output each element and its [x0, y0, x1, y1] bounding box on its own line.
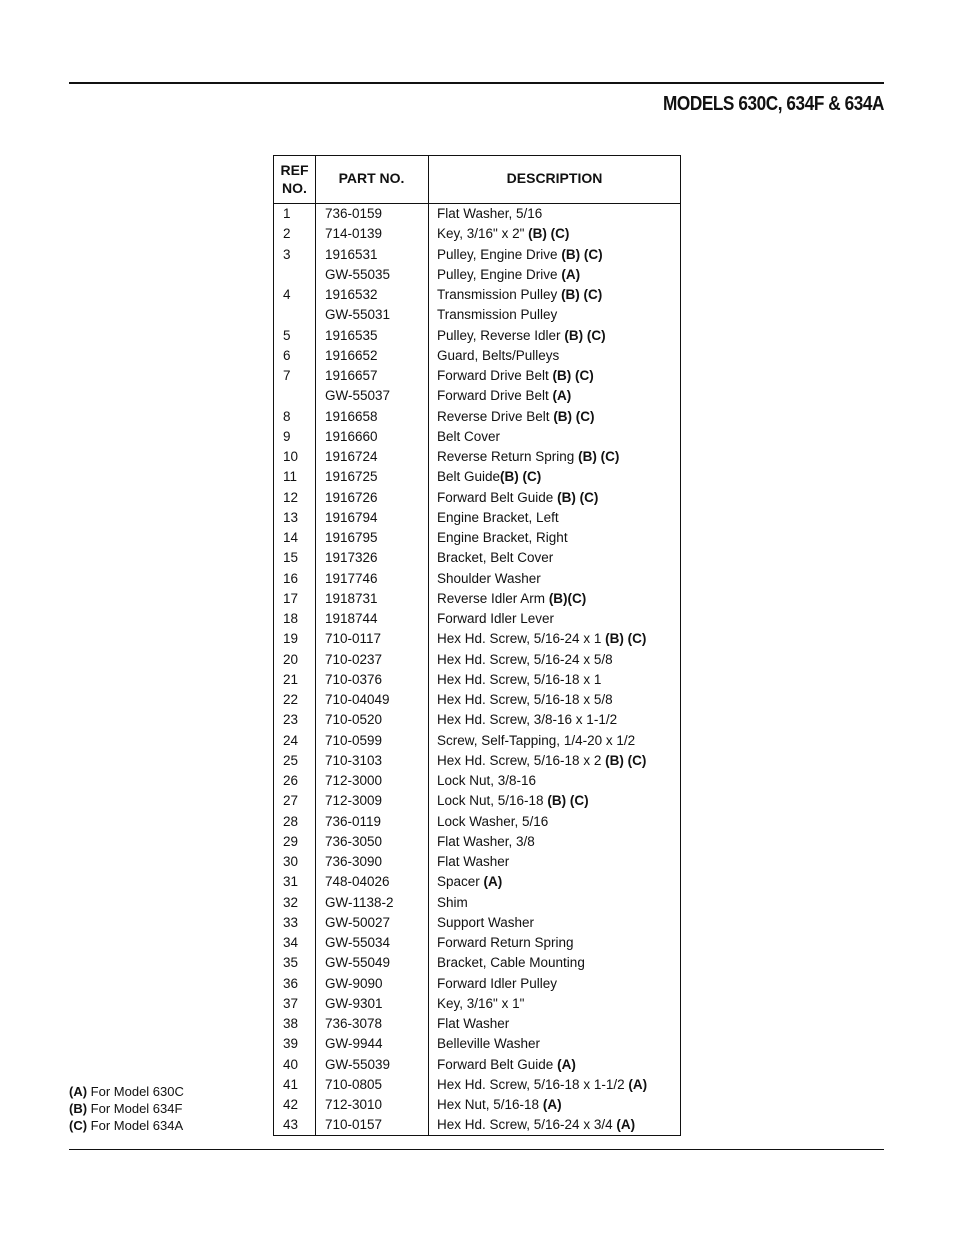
part-description [437, 265, 580, 285]
note-key: (A) [69, 1084, 88, 1099]
description-text: Screw, Self-Tapping, 1/4-20 x 1/2 [437, 732, 636, 748]
part-number: 1916657 [325, 368, 378, 383]
table-row [274, 204, 680, 224]
part-number: GW-9301 [325, 995, 383, 1011]
part-description [437, 974, 557, 994]
description-text: Forward Drive Belt [437, 368, 549, 383]
description-text: Bracket, Cable Mounting [437, 955, 585, 971]
table-row [274, 832, 680, 852]
part-number: 710-0599 [325, 732, 383, 748]
table-row [274, 569, 680, 589]
description-text: Hex Hd. Screw, 5/16-24 x 5/8 [437, 651, 613, 667]
model-flag: (A) [483, 874, 503, 890]
ref-number: 4 [283, 287, 291, 302]
model-flag: (B) (C) [564, 327, 606, 343]
ref-number: 38 [283, 1016, 299, 1031]
ref-number: 34 [283, 935, 299, 950]
ref-number: 13 [283, 509, 299, 525]
description-text: Transmission Pulley [437, 307, 558, 323]
ref-number: 16 [283, 570, 299, 586]
description-text: Hex Hd. Screw, 5/16-18 x 1-1/2 [437, 1076, 625, 1092]
model-flag: (B) (C) [605, 752, 647, 768]
part-description [437, 346, 559, 366]
part-number: 1916531 [325, 246, 378, 262]
description-text: Hex Hd. Screw, 5/16-18 x 1 [437, 671, 602, 687]
table-row [274, 386, 680, 406]
table-row [274, 265, 680, 285]
part-description [437, 305, 557, 325]
header-description: DESCRIPTION [506, 170, 603, 186]
description-text: Reverse Drive Belt [437, 408, 550, 424]
part-description [437, 1095, 562, 1115]
description-text: Belt Cover [437, 428, 501, 444]
part-number: GW-55037 [325, 388, 391, 404]
parts-table [273, 155, 681, 1136]
ref-number: 12 [283, 489, 299, 505]
ref-number: 42 [283, 1097, 299, 1112]
part-number: GW-55034 [325, 935, 391, 950]
part-number: 736-0119 [325, 813, 382, 829]
part-number: 1917326 [325, 550, 378, 566]
model-flag: (B) (C) [557, 489, 599, 505]
table-row [274, 974, 680, 994]
ref-number: 15 [283, 550, 299, 566]
part-number: GW-55031 [325, 307, 391, 323]
part-number: GW-9944 [325, 1036, 383, 1052]
ref-number: 41 [283, 1076, 299, 1092]
part-description [437, 710, 617, 730]
part-description [437, 427, 500, 447]
description-text: Bracket, Belt Cover [437, 550, 554, 566]
ref-number: 37 [283, 995, 299, 1011]
table-row [274, 629, 680, 649]
table-row [274, 326, 680, 346]
ref-number: 40 [283, 1056, 299, 1072]
part-description [437, 1055, 576, 1075]
model-flag: (B) (C) [553, 408, 595, 424]
ref-number: 36 [283, 975, 299, 991]
description-text: Forward Idler Pulley [437, 975, 558, 991]
part-number: 712-3009 [325, 793, 383, 809]
note-key: (B) [69, 1101, 88, 1116]
part-description [437, 366, 594, 386]
model-flag: (B) (C) [500, 469, 542, 485]
part-number: 1916725 [325, 469, 378, 485]
ref-number: 32 [283, 894, 299, 910]
ref-number: 29 [283, 833, 299, 849]
part-number: 1916535 [325, 327, 378, 343]
table-row [274, 710, 680, 730]
part-description [437, 1115, 635, 1135]
description-text: Forward Drive Belt [437, 388, 549, 404]
page-title: MODELS 630C, 634F & 634A [662, 93, 884, 115]
description-text: Pulley, Engine Drive [437, 266, 558, 282]
model-notes [69, 1083, 184, 1134]
table-row [274, 285, 680, 305]
table-row [274, 650, 680, 670]
ref-number: 18 [283, 611, 299, 626]
ref-number: 10 [283, 449, 299, 464]
table-row [274, 791, 680, 811]
description-text: Reverse Return Spring [437, 449, 575, 464]
part-description [437, 771, 536, 791]
table-row [274, 224, 680, 244]
part-number: 710-0520 [325, 712, 383, 728]
description-text: Lock Nut, 5/16-18 [437, 793, 544, 809]
note-key: (C) [69, 1118, 88, 1133]
table-row [274, 1034, 680, 1054]
table-row [274, 245, 680, 265]
part-number: GW-9090 [325, 975, 383, 991]
ref-number: 9 [283, 428, 291, 444]
part-number: 736-0159 [325, 206, 383, 221]
part-number: 1918744 [325, 611, 378, 626]
description-text: Hex Hd. Screw, 3/8-16 x 1-1/2 [437, 712, 618, 728]
description-text: Hex Hd. Screw, 5/16-24 x 3/4 [437, 1117, 613, 1133]
description-text: Forward Belt Guide [437, 1056, 554, 1072]
part-description [437, 751, 646, 771]
model-flag: (B) (C) [547, 793, 589, 809]
table-row [274, 751, 680, 771]
ref-number: 35 [283, 955, 299, 971]
model-flag: (A) [561, 266, 581, 282]
part-description [437, 731, 635, 751]
part-description [437, 629, 646, 649]
ref-number: 28 [283, 813, 299, 829]
part-number: 712-3000 [325, 773, 383, 788]
description-text: Hex Hd. Screw, 5/16-18 x 2 [437, 752, 602, 768]
model-flag: (A) [552, 388, 572, 404]
part-number: 1916660 [325, 428, 378, 444]
part-number: 1916652 [325, 347, 378, 363]
description-text: Belleville Washer [437, 1036, 541, 1052]
description-text: Lock Nut, 3/8-16 [437, 773, 537, 788]
description-text: Transmission Pulley [437, 287, 558, 302]
part-number: 710-0117 [325, 631, 382, 647]
description-text: Engine Bracket, Right [437, 530, 568, 545]
description-text: Flat Washer, 3/8 [437, 833, 535, 849]
part-description [437, 933, 574, 953]
part-description [437, 852, 509, 872]
table-row [274, 548, 680, 568]
part-description [437, 245, 603, 265]
ref-number: 24 [283, 732, 299, 748]
ref-number: 21 [283, 671, 299, 687]
part-number: GW-55035 [325, 266, 391, 282]
table-row [274, 508, 680, 528]
part-number: 710-0157 [325, 1117, 383, 1133]
ref-number: 7 [283, 368, 291, 383]
part-number: 1918731 [325, 590, 378, 606]
table-row [274, 690, 680, 710]
table-row [274, 488, 680, 508]
description-text: Support Washer [437, 914, 535, 930]
table-row [274, 893, 680, 913]
part-description [437, 893, 468, 913]
part-description [437, 994, 524, 1014]
ref-number: 31 [283, 874, 299, 890]
table-row [274, 305, 680, 325]
description-text: Guard, Belts/Pulleys [437, 347, 560, 363]
part-number: 736-3050 [325, 833, 383, 849]
ref-number: 3 [283, 246, 291, 262]
table-row [274, 609, 680, 629]
part-description [437, 467, 541, 487]
part-number: 712-3010 [325, 1097, 383, 1112]
ref-number: 19 [283, 631, 299, 647]
part-description [437, 447, 619, 467]
part-number: 1916795 [325, 530, 378, 545]
top-rule [69, 82, 884, 84]
part-number: 710-04049 [325, 692, 390, 707]
description-text: Forward Return Spring [437, 935, 574, 950]
part-number: 1916658 [325, 408, 378, 424]
ref-number: 33 [283, 914, 299, 930]
table-row [274, 346, 680, 366]
description-text: Hex Hd. Screw, 5/16-18 x 5/8 [437, 692, 613, 707]
table-row [274, 1095, 680, 1115]
ref-number: 27 [283, 793, 299, 809]
part-description [437, 609, 554, 629]
table-row [274, 731, 680, 751]
part-number: 736-3090 [325, 854, 383, 869]
note-text: For Model 634A [90, 1118, 184, 1133]
table-row [274, 447, 680, 467]
table-row [274, 1014, 680, 1034]
part-description [437, 832, 535, 852]
model-flag: (A) [557, 1056, 576, 1072]
model-flag: (B) (C) [552, 368, 594, 383]
part-description [437, 812, 548, 832]
description-text: Flat Washer [437, 854, 510, 869]
table-row [274, 467, 680, 487]
ref-number: 8 [283, 408, 291, 424]
part-description [437, 872, 502, 892]
description-text: Pulley, Engine Drive [437, 246, 558, 262]
part-description [437, 1014, 509, 1034]
part-description [437, 670, 601, 690]
part-description [437, 548, 553, 568]
table-row [274, 528, 680, 548]
model-flag: (A) [628, 1076, 648, 1092]
note-text: For Model 630C [90, 1084, 184, 1099]
model-flag: (B) (C) [528, 226, 570, 242]
table-row [274, 812, 680, 832]
ref-number: 11 [283, 469, 298, 485]
model-flag: (A) [542, 1097, 562, 1112]
part-description [437, 224, 569, 244]
part-number: 1917746 [325, 570, 378, 586]
table-row [274, 427, 680, 447]
part-number: 710-0805 [325, 1076, 383, 1092]
part-description [437, 326, 606, 346]
part-description [437, 953, 585, 973]
table-row [274, 953, 680, 973]
model-flag: (A) [616, 1117, 636, 1133]
part-description [437, 407, 595, 427]
bottom-rule [69, 1149, 884, 1150]
description-text: Shoulder Washer [437, 570, 541, 586]
part-description [437, 1034, 540, 1054]
part-description [437, 285, 602, 305]
part-number: 714-0139 [325, 226, 383, 242]
table-row [274, 1115, 680, 1135]
part-description [437, 508, 559, 528]
part-number: 748-04026 [325, 874, 390, 890]
part-number: 710-3103 [325, 752, 383, 768]
ref-number: 43 [283, 1117, 299, 1133]
part-number: 1916532 [325, 287, 378, 302]
description-text: Reverse Idler Arm [437, 590, 546, 606]
header-ref-no [274, 161, 315, 197]
part-number: GW-55049 [325, 955, 391, 971]
table-row [274, 589, 680, 609]
table-row [274, 872, 680, 892]
ref-number: 2 [283, 226, 291, 242]
table-body [274, 204, 680, 1136]
model-note [69, 1100, 184, 1117]
model-note [69, 1083, 184, 1100]
part-number: 1916794 [325, 509, 378, 525]
part-description [437, 690, 613, 710]
part-number: GW-50027 [325, 914, 391, 930]
table-row [274, 1075, 680, 1095]
table-row [274, 913, 680, 933]
part-description [437, 386, 571, 406]
model-flag: (B) (C) [578, 449, 620, 464]
description-text: Forward Idler Lever [437, 611, 555, 626]
part-description [437, 1075, 647, 1095]
part-number: 736-3078 [325, 1016, 383, 1031]
description-text: Engine Bracket, Left [437, 509, 559, 525]
description-text: Flat Washer, 5/16 [437, 206, 543, 221]
note-text: For Model 634F [90, 1101, 183, 1116]
part-description [437, 791, 589, 811]
ref-number: 5 [283, 327, 291, 343]
ref-number: 25 [283, 752, 299, 768]
ref-number: 23 [283, 712, 299, 728]
description-text: Hex Hd. Screw, 5/16-24 x 1 [437, 631, 602, 647]
table-row [274, 771, 680, 791]
ref-number: 22 [283, 692, 299, 707]
table-header [274, 156, 680, 204]
ref-number: 17 [283, 590, 299, 606]
description-text: Lock Washer, 5/16 [437, 813, 549, 829]
ref-number: 6 [283, 347, 291, 363]
description-text: Hex Nut, 5/16-18 [437, 1097, 540, 1112]
part-number: 1916726 [325, 489, 378, 505]
description-text: Pulley, Reverse Idler [437, 327, 561, 343]
model-flag: (B) (C) [561, 246, 603, 262]
table-row [274, 366, 680, 386]
table-row [274, 670, 680, 690]
header-part-no: PART NO. [338, 170, 405, 186]
description-text: Key, 3/16" x 1" [437, 995, 525, 1011]
part-number: 710-0376 [325, 671, 383, 687]
part-description [437, 528, 568, 548]
part-description [437, 204, 542, 224]
model-note [69, 1117, 184, 1134]
description-text: Forward Belt Guide [437, 489, 554, 505]
ref-number: 20 [283, 651, 299, 667]
model-flag: (B)(C) [548, 590, 587, 606]
part-description [437, 488, 598, 508]
part-description [437, 589, 586, 609]
table-row [274, 933, 680, 953]
part-description [437, 913, 534, 933]
description-text: Belt Guide [437, 469, 501, 485]
ref-number: 30 [283, 854, 299, 869]
model-flag: (B) (C) [561, 287, 603, 302]
part-description [437, 569, 541, 589]
description-text: Flat Washer [437, 1016, 510, 1031]
description-text: Shim [437, 894, 468, 910]
table-row [274, 1055, 680, 1075]
header-no-line: NO. [282, 180, 307, 196]
part-number: 710-0237 [325, 651, 383, 667]
table-row [274, 994, 680, 1014]
model-flag: (B) (C) [605, 631, 647, 647]
part-number: 1916724 [325, 449, 378, 464]
description-text: Spacer [437, 874, 480, 890]
ref-number: 26 [283, 773, 299, 788]
table-row [274, 407, 680, 427]
table-row [274, 852, 680, 872]
header-ref-line: REF [280, 162, 309, 178]
part-number: GW-55039 [325, 1056, 391, 1072]
description-text: Key, 3/16" x 2" [437, 226, 525, 242]
ref-number: 39 [283, 1036, 299, 1052]
ref-number: 14 [283, 530, 299, 545]
part-number: GW-1138-2 [325, 894, 394, 910]
part-description [437, 650, 613, 670]
ref-number: 1 [283, 206, 291, 221]
